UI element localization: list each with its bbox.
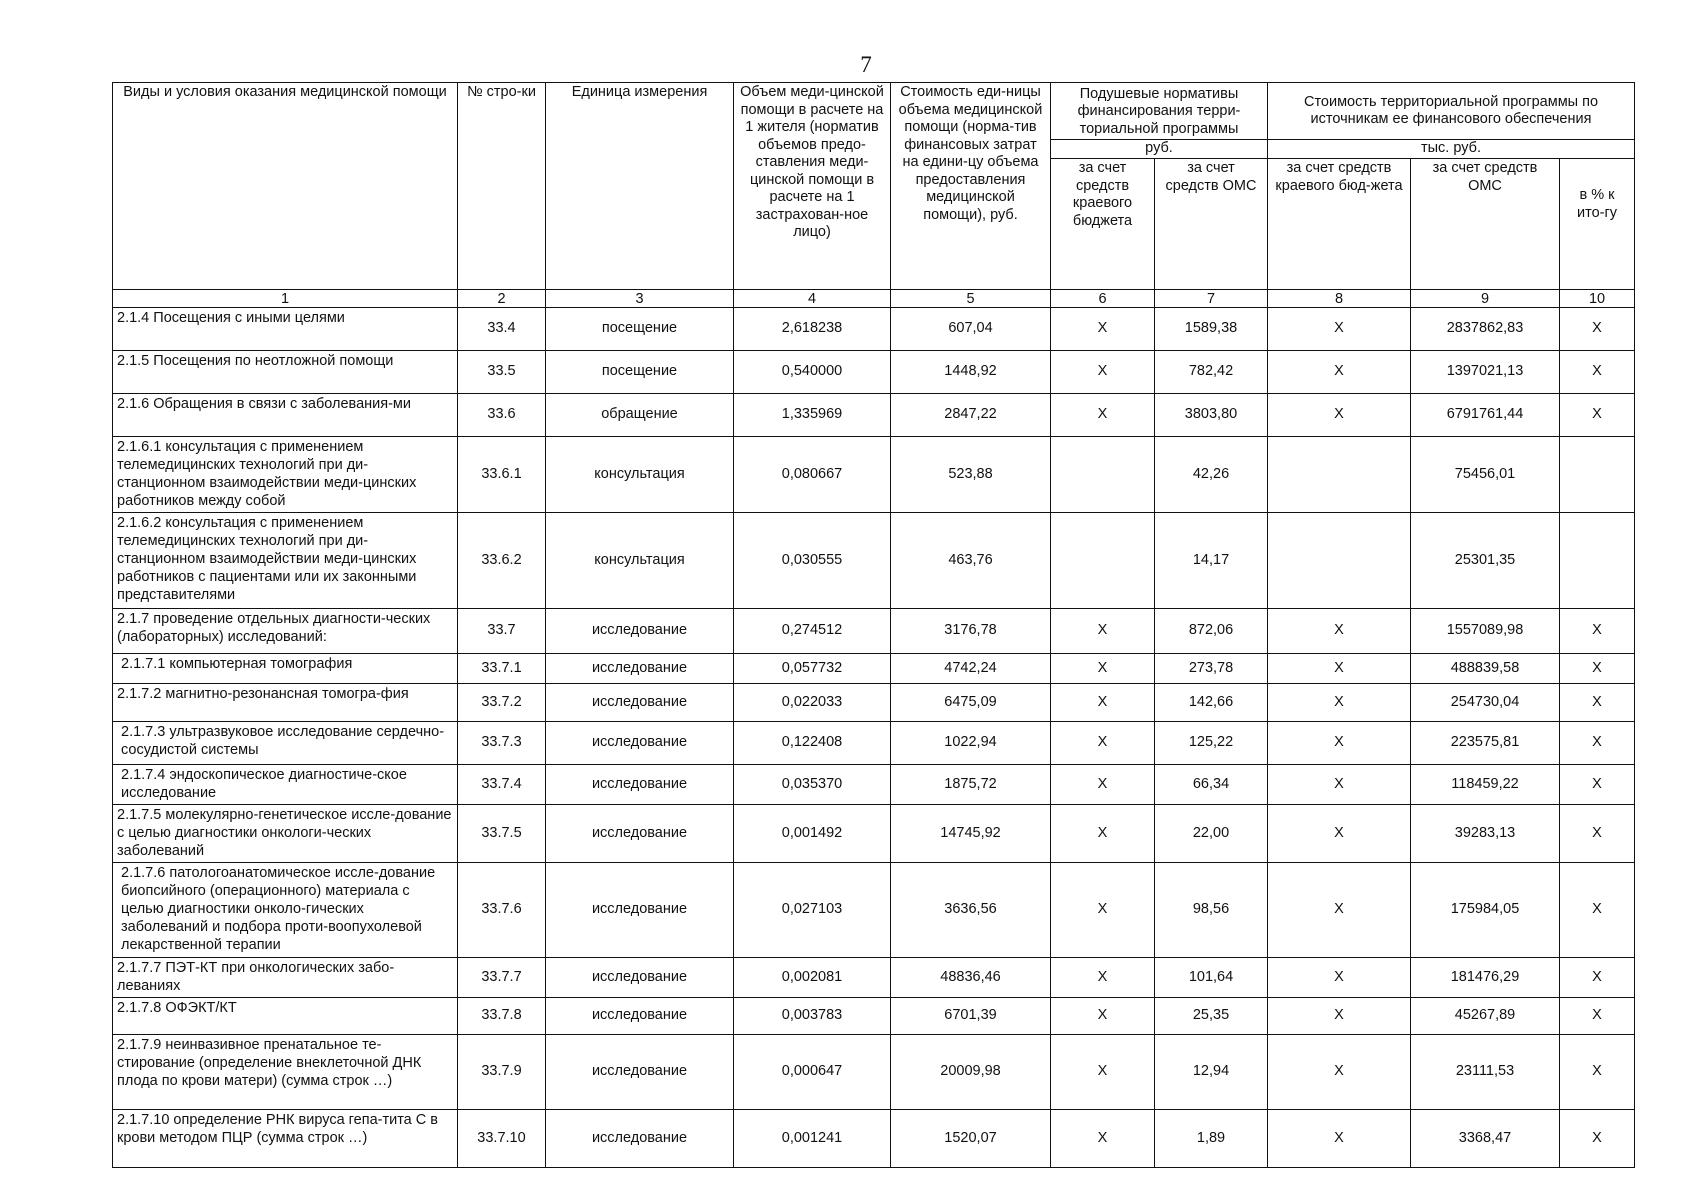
header-line-number: № стро-ки	[458, 83, 546, 290]
row-name: 2.1.4 Посещения с иными целями	[113, 308, 458, 351]
row-unit-cost: 1520,07	[891, 1110, 1051, 1168]
column-number: 2	[458, 290, 546, 308]
row-norm-oms: 66,34	[1155, 765, 1268, 805]
row-cost-budget	[1268, 513, 1411, 609]
table-row	[113, 437, 1635, 513]
row-cost-oms: 181476,29	[1411, 958, 1560, 998]
row-name: 2.1.6.2 консультация с применением телемедицинских технологий при ди-станционном взаимодействии меди-цинских работников с пациентами или их законными представителями	[113, 513, 458, 609]
row-norm-budget: Х	[1051, 998, 1155, 1035]
row-cost-oms: 6791761,44	[1411, 394, 1560, 437]
row-norm-oms: 1,89	[1155, 1110, 1268, 1168]
row-cost-oms: 2837862,83	[1411, 308, 1560, 351]
row-cost-oms: 1397021,13	[1411, 351, 1560, 394]
column-number: 8	[1268, 290, 1411, 308]
row-norm-oms: 14,17	[1155, 513, 1268, 609]
header-thousand-rub: тыс. руб.	[1268, 140, 1635, 159]
table-row	[113, 684, 1635, 722]
row-unit-cost: 1448,92	[891, 351, 1051, 394]
column-number: 3	[546, 290, 734, 308]
header-cost-oms: за счет средств ОМС	[1411, 159, 1560, 290]
row-unit-cost: 2847,22	[891, 394, 1051, 437]
row-line-number: 33.6	[458, 394, 546, 437]
row-norm-oms: 872,06	[1155, 609, 1268, 654]
row-line-number: 33.7.10	[458, 1110, 546, 1168]
table-row	[113, 765, 1635, 805]
row-volume: 0,027103	[734, 863, 891, 958]
row-cost-oms: 25301,35	[1411, 513, 1560, 609]
row-volume: 0,000647	[734, 1035, 891, 1110]
row-cost-oms: 39283,13	[1411, 805, 1560, 863]
row-percent: Х	[1560, 654, 1635, 684]
row-norm-budget	[1051, 437, 1155, 513]
row-unit-cost: 3636,56	[891, 863, 1051, 958]
table-row	[113, 1035, 1635, 1110]
row-name: 2.1.7.1 компьютерная томография	[113, 654, 458, 684]
header-norm-oms: за счет средств ОМС	[1155, 159, 1268, 290]
table-row	[113, 1110, 1635, 1168]
row-unit-cost: 1022,94	[891, 722, 1051, 765]
column-number: 9	[1411, 290, 1560, 308]
row-volume: 1,335969	[734, 394, 891, 437]
row-cost-budget: Х	[1268, 722, 1411, 765]
row-cost-budget: Х	[1268, 609, 1411, 654]
row-line-number: 33.7.6	[458, 863, 546, 958]
page-number: 7	[860, 52, 872, 77]
row-line-number: 33.7.4	[458, 765, 546, 805]
row-name: 2.1.7.3 ультразвуковое исследование сердечно-сосудистой системы	[113, 722, 458, 765]
row-name: 2.1.7.4 эндоскопическое диагностиче-ское исследование	[113, 765, 458, 805]
row-norm-oms: 142,66	[1155, 684, 1268, 722]
row-norm-oms: 125,22	[1155, 722, 1268, 765]
row-volume: 2,618238	[734, 308, 891, 351]
row-norm-oms: 98,56	[1155, 863, 1268, 958]
header-unit-cost: Стоимость еди-ницы объема медицинской помощи (норма-тив финансовых затрат на едини-цу объема предоставления медицинской помощи), руб.	[891, 83, 1051, 290]
row-unit: обращение	[546, 394, 734, 437]
row-unit-cost: 607,04	[891, 308, 1051, 351]
row-norm-budget: Х	[1051, 654, 1155, 684]
row-percent: Х	[1560, 308, 1635, 351]
row-norm-budget: Х	[1051, 1035, 1155, 1110]
row-norm-budget: Х	[1051, 308, 1155, 351]
row-percent: Х	[1560, 609, 1635, 654]
row-line-number: 33.6.2	[458, 513, 546, 609]
row-unit: исследование	[546, 722, 734, 765]
table-row	[113, 863, 1635, 958]
row-name: 2.1.7.5 молекулярно-генетическое иссле-дование с целью диагностики онкологи-ческих заболеваний	[113, 805, 458, 863]
row-norm-budget: Х	[1051, 684, 1155, 722]
header-kinds: Виды и условия оказания медицинской помощи	[113, 83, 458, 290]
row-cost-budget: Х	[1268, 998, 1411, 1035]
table-header	[113, 83, 1635, 308]
row-volume: 0,035370	[734, 765, 891, 805]
row-norm-budget	[1051, 513, 1155, 609]
header-unit: Единица измерения	[546, 83, 734, 290]
table-row	[113, 394, 1635, 437]
row-volume: 0,003783	[734, 998, 891, 1035]
row-cost-oms: 1557089,98	[1411, 609, 1560, 654]
row-cost-budget: Х	[1268, 765, 1411, 805]
row-line-number: 33.4	[458, 308, 546, 351]
row-name: 2.1.7.2 магнитно-резонансная томогра-фия	[113, 684, 458, 722]
row-percent: Х	[1560, 805, 1635, 863]
row-norm-oms: 782,42	[1155, 351, 1268, 394]
row-name: 2.1.7.6 патологоанатомическое иссле-дование биопсийного (операционного) материала с целью диагностики онколо-гических заболеваний и подбора проти-воопухолевой лекарственной терапии	[113, 863, 458, 958]
row-line-number: 33.7.5	[458, 805, 546, 863]
column-number: 6	[1051, 290, 1155, 308]
row-cost-budget: Х	[1268, 1035, 1411, 1110]
row-norm-budget: Х	[1051, 609, 1155, 654]
table-row	[113, 654, 1635, 684]
row-norm-oms: 101,64	[1155, 958, 1268, 998]
table-row	[113, 722, 1635, 765]
table-row	[113, 958, 1635, 998]
row-norm-budget: Х	[1051, 958, 1155, 998]
row-norm-oms: 22,00	[1155, 805, 1268, 863]
header-norm-budget: за счет средств краевого бюджета	[1051, 159, 1155, 290]
row-unit: исследование	[546, 609, 734, 654]
row-name: 2.1.7.7 ПЭТ-КТ при онкологических забо-леваниях	[113, 958, 458, 998]
row-percent: Х	[1560, 394, 1635, 437]
row-unit-cost: 1875,72	[891, 765, 1051, 805]
row-cost-oms: 254730,04	[1411, 684, 1560, 722]
row-name: 2.1.7 проведение отдельных диагности-ческих (лабораторных) исследований:	[113, 609, 458, 654]
row-percent: Х	[1560, 765, 1635, 805]
row-unit: исследование	[546, 863, 734, 958]
row-line-number: 33.5	[458, 351, 546, 394]
row-cost-budget: Х	[1268, 805, 1411, 863]
row-unit-cost: 14745,92	[891, 805, 1051, 863]
row-norm-budget: Х	[1051, 863, 1155, 958]
table-row	[113, 998, 1635, 1035]
row-line-number: 33.7.3	[458, 722, 546, 765]
row-unit-cost: 3176,78	[891, 609, 1051, 654]
row-percent: Х	[1560, 1110, 1635, 1168]
table-body	[113, 308, 1635, 1168]
row-cost-oms: 223575,81	[1411, 722, 1560, 765]
row-norm-oms: 3803,80	[1155, 394, 1268, 437]
row-cost-oms: 75456,01	[1411, 437, 1560, 513]
row-unit: исследование	[546, 1035, 734, 1110]
table-row	[113, 513, 1635, 609]
column-number: 7	[1155, 290, 1268, 308]
row-unit-cost: 6701,39	[891, 998, 1051, 1035]
row-norm-oms: 25,35	[1155, 998, 1268, 1035]
header-cost-budget: за счет средств краевого бюд-жета	[1268, 159, 1411, 290]
row-percent	[1560, 437, 1635, 513]
row-volume: 0,274512	[734, 609, 891, 654]
table-row	[113, 805, 1635, 863]
row-volume: 0,122408	[734, 722, 891, 765]
row-line-number: 33.7.1	[458, 654, 546, 684]
row-name: 2.1.7.10 определение РНК вируса гепа-тита С в крови методом ПЦР (сумма строк …)	[113, 1110, 458, 1168]
row-line-number: 33.7.8	[458, 998, 546, 1035]
row-cost-oms: 3368,47	[1411, 1110, 1560, 1168]
row-name: 2.1.6.1 консультация с применением телемедицинских технологий при ди-станционном взаимодействии меди-цинских работников между собой	[113, 437, 458, 513]
column-number: 10	[1560, 290, 1635, 308]
row-unit: исследование	[546, 805, 734, 863]
row-percent: Х	[1560, 998, 1635, 1035]
row-line-number: 33.7.7	[458, 958, 546, 998]
row-unit-cost: 48836,46	[891, 958, 1051, 998]
row-unit: посещение	[546, 308, 734, 351]
row-cost-oms: 118459,22	[1411, 765, 1560, 805]
row-norm-budget: Х	[1051, 765, 1155, 805]
header-volume-text: Объем меди-цинской помощи в расчете на 1 жителя (норматив объемов предо-ставления меди-цинской помощи в расчете на 1 застрахован-ное лицо)	[740, 84, 884, 240]
row-cost-oms: 175984,05	[1411, 863, 1560, 958]
row-norm-oms: 1589,38	[1155, 308, 1268, 351]
row-norm-oms: 273,78	[1155, 654, 1268, 684]
row-norm-budget: Х	[1051, 805, 1155, 863]
table-row	[113, 351, 1635, 394]
row-cost-budget: Х	[1268, 351, 1411, 394]
row-norm-budget: Х	[1051, 722, 1155, 765]
header-rub: руб.	[1051, 140, 1268, 159]
row-percent: Х	[1560, 1035, 1635, 1110]
row-cost-budget: Х	[1268, 958, 1411, 998]
row-cost-oms: 23111,53	[1411, 1035, 1560, 1110]
row-norm-oms: 12,94	[1155, 1035, 1268, 1110]
row-unit: исследование	[546, 765, 734, 805]
table-row	[113, 308, 1635, 351]
row-volume: 0,030555	[734, 513, 891, 609]
row-unit: консультация	[546, 513, 734, 609]
row-norm-budget: Х	[1051, 394, 1155, 437]
row-norm-budget: Х	[1051, 351, 1155, 394]
column-number: 1	[113, 290, 458, 308]
header-program-cost-group: Стоимость территориальной программы по источникам ее финансового обеспечения	[1268, 83, 1635, 140]
row-unit: консультация	[546, 437, 734, 513]
row-percent	[1560, 513, 1635, 609]
row-name: 2.1.7.9 неинвазивное пренатальное те-стирование (определение внеклеточной ДНК плода по крови матери) (сумма строк …)	[113, 1035, 458, 1110]
row-cost-budget: Х	[1268, 1110, 1411, 1168]
row-cost-budget: Х	[1268, 863, 1411, 958]
row-unit-cost: 20009,98	[891, 1035, 1051, 1110]
row-unit-cost: 6475,09	[891, 684, 1051, 722]
row-line-number: 33.7	[458, 609, 546, 654]
header-per-capita-group: Подушевые нормативы финансирования терри-ториальной программы	[1051, 83, 1268, 140]
row-unit: посещение	[546, 351, 734, 394]
row-norm-oms: 42,26	[1155, 437, 1268, 513]
row-volume: 0,540000	[734, 351, 891, 394]
row-cost-oms: 488839,58	[1411, 654, 1560, 684]
row-unit: исследование	[546, 998, 734, 1035]
row-unit-cost: 523,88	[891, 437, 1051, 513]
row-unit: исследование	[546, 958, 734, 998]
row-percent: Х	[1560, 351, 1635, 394]
row-unit: исследование	[546, 654, 734, 684]
row-name: 2.1.7.8 ОФЭКТ/КТ	[113, 998, 458, 1035]
row-percent: Х	[1560, 722, 1635, 765]
header-volume	[734, 83, 891, 290]
row-cost-budget: Х	[1268, 308, 1411, 351]
row-percent: Х	[1560, 958, 1635, 998]
row-cost-oms: 45267,89	[1411, 998, 1560, 1035]
row-volume: 0,001241	[734, 1110, 891, 1168]
row-line-number: 33.7.9	[458, 1035, 546, 1110]
row-volume: 0,080667	[734, 437, 891, 513]
row-volume: 0,057732	[734, 654, 891, 684]
header-percent: в % к ито-гу	[1560, 159, 1635, 290]
row-unit: исследование	[546, 684, 734, 722]
row-percent: Х	[1560, 684, 1635, 722]
row-volume: 0,002081	[734, 958, 891, 998]
row-unit-cost: 4742,24	[891, 654, 1051, 684]
row-percent: Х	[1560, 863, 1635, 958]
row-cost-budget: Х	[1268, 654, 1411, 684]
table-row	[113, 609, 1635, 654]
row-volume: 0,001492	[734, 805, 891, 863]
column-numbers-row	[113, 290, 1635, 308]
row-unit-cost: 463,76	[891, 513, 1051, 609]
row-cost-budget	[1268, 437, 1411, 513]
column-number: 4	[734, 290, 891, 308]
financing-table	[112, 82, 1635, 1168]
row-norm-budget: Х	[1051, 1110, 1155, 1168]
row-line-number: 33.7.2	[458, 684, 546, 722]
row-volume: 0,022033	[734, 684, 891, 722]
row-cost-budget: Х	[1268, 684, 1411, 722]
row-unit: исследование	[546, 1110, 734, 1168]
row-line-number: 33.6.1	[458, 437, 546, 513]
row-name: 2.1.6 Обращения в связи с заболевания-ми	[113, 394, 458, 437]
row-cost-budget: Х	[1268, 394, 1411, 437]
column-number: 5	[891, 290, 1051, 308]
row-name: 2.1.5 Посещения по неотложной помощи	[113, 351, 458, 394]
